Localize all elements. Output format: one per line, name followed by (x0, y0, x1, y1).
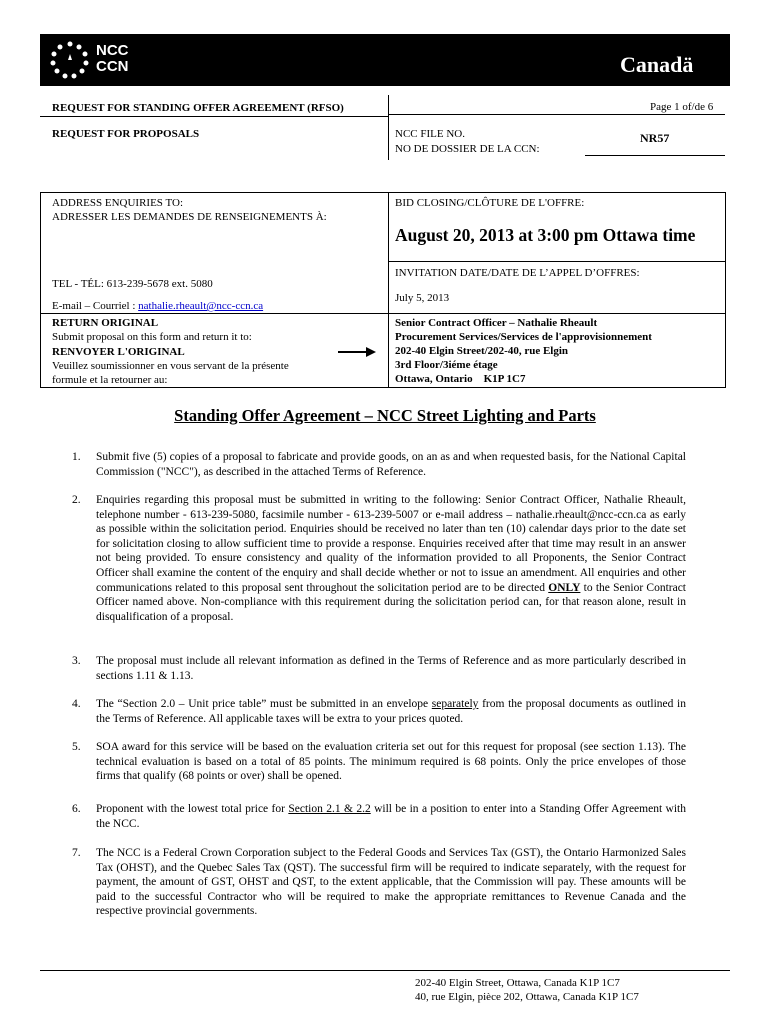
right-hline-1 (388, 261, 726, 262)
item-6-text (96, 802, 686, 831)
logo-line-ncc: NCC (96, 42, 129, 59)
page-indicator: Page 1 of/de 6 (650, 101, 714, 113)
item-7-text: The NCC is a Federal Crown Corporation subject to the Federal Goods and Services Tax (GST), the Ontario Harmonized Sales Tax (OHST), and the Quebec Sales Tax (QST). The successful firm will be required to indicate separately, with the request for payment, the amount of GST, OHST and QST, to the extent applicable, that the Commission will pay. These amounts will be paid to the successful Contractor who will be required to make the appropriate remittances to Revenue Canada and the respective provincial governments. (96, 847, 686, 918)
item-6-number: 6. (72, 803, 81, 815)
item-3-number: 3. (72, 655, 81, 667)
left-hline (40, 313, 388, 314)
rfso-title: REQUEST FOR STANDING OFFER AGREEMENT (RFSO) (52, 102, 344, 114)
item-2-text-a: Enquiries regarding this proposal must be submitted in writing to the following: Senior Contract Officer, Nathalie Rheault, telephone number - 613-239-5080, facsimile number - 613-239-5007 or e-mail address – nathalie.rheault@ncc-ccn.ca as early as possible within the solicitation period. Enquiries should be received no later than ten (10) calendar days prior to the date set for solicitation closing to allow sufficient time to provide a response. Enquiries received after that time may result in an answer not being provided. To ensure consistency and quality of the information provided to all Proponents, the Senior Contract Officer shall examine the content of the enquiry and shall decide whether or not to issue an amendment. All enquiries and other communications related to this proposal sent throughout the solicitation period are to be directed (96, 494, 686, 594)
ncc-logo-icon (50, 40, 90, 80)
item-6-text-a: Proponent with the lowest total price for (96, 803, 289, 815)
invitation-date: July 5, 2013 (395, 292, 450, 304)
renvoyer-text-1: Veuillez soumissionner en vous servant de la présente (52, 360, 289, 372)
address-enquiries-en: ADDRESS ENQUIRIES TO: (52, 197, 183, 209)
rfp-title: REQUEST FOR PROPOSALS (52, 128, 200, 140)
return-address-line-1: Senior Contract Officer – Nathalie Rheault (395, 317, 598, 329)
item-6-section-ref: Section 2.1 & 2.2 (288, 803, 371, 815)
email-label: E-mail – Courriel : (52, 300, 139, 312)
logo-line-ccn: CCN (96, 58, 129, 75)
renvoyer-original-title: RENVOYER L'ORIGINAL (52, 346, 185, 358)
footer-address-en: 202-40 Elgin Street, Ottawa, Canada K1P 1C7 (415, 977, 620, 989)
item-5-number: 5. (72, 741, 81, 753)
arrow-right-icon (338, 346, 378, 358)
right-hline-2 (388, 313, 726, 314)
email-line (52, 299, 263, 313)
return-address-line-5: Ottawa, Ontario K1P 1C7 (395, 373, 526, 385)
address-enquiries-fr: ADRESSER LES DEMANDES DE RENSEIGNEMENTS À: (52, 211, 327, 223)
return-address-line-4: 3rd Floor/3iéme étage (395, 359, 498, 371)
return-address-line-3: 202-40 Elgin Street/202-40, rue Elgin (395, 345, 569, 357)
item-3-text: The proposal must include all relevant information as defined in the Terms of Reference and as more particularly described in sections 1.11 & 1.13. (96, 655, 686, 682)
return-original-text: Submit proposal on this form and return it to: (52, 331, 252, 343)
bid-closing-label: BID CLOSING/CLÔTURE DE L'OFFRE: (395, 197, 585, 209)
email-link[interactable]: nathalie.rheault@ncc-ccn.ca (138, 300, 264, 312)
item-4-separately: separately (431, 698, 479, 710)
item-6-text-c: will be in a position to enter into a Standing Offer Agreement with the NCC. (96, 803, 686, 830)
item-2-text-c: to the Senior Contract Officer named above. Non-compliance with this requirement during the solicitation period can, for that reason alone, result in disqualification of a proposal. (96, 581, 687, 623)
footer-address-fr: 40, rue Elgin, pièce 202, Ottawa, Canada K1P 1C7 (415, 991, 639, 1003)
item-4-text (96, 697, 686, 726)
file-no-label-fr: NO DE DOSSIER DE LA CCN: (395, 143, 540, 155)
item-2-text (96, 493, 686, 624)
item-1-text: Submit five (5) copies of a proposal to fabricate and provide goods, on an as and when requested basis, for the National Capital Commission ("NCC"), as described in the attached Terms of Reference. (96, 451, 686, 478)
item-4-text-c: from the proposal documents as outlined in the Terms of Reference. All applicable taxes will be extra to your prices quoted. (96, 698, 687, 725)
page-underline (388, 114, 725, 115)
item-2-number: 2. (72, 494, 81, 506)
file-no-underline (585, 155, 725, 156)
return-original-title: RETURN ORIGINAL (52, 317, 159, 329)
item-5-text: SOA award for this service will be based on the evaluation criteria set out for this request for proposal (see section 1.13). The technical evaluation is based on a total of 85 points. The minimum required is 68 points. Only the price envelopes of those firms that qualify (68 points or over) shall be opened. (96, 741, 686, 783)
invitation-date-label: INVITATION DATE/DATE DE L’APPEL D’OFFRES: (395, 267, 640, 279)
rfso-underline (40, 116, 388, 117)
item-4-number: 4. (72, 698, 81, 710)
item-2-only-emphasis: ONLY (548, 581, 581, 594)
canada-wordmark: Canadä (620, 52, 694, 77)
info-box-divider (388, 192, 389, 388)
header-banner (40, 34, 730, 86)
telephone: TEL - TÉL: 613-239-5678 ext. 5080 (52, 278, 213, 290)
return-address-line-2: Procurement Services/Services de l'approvisionnement (395, 331, 652, 343)
item-4-text-a: The “Section 2.0 – Unit price table” must be submitted in an envelope (96, 698, 432, 710)
rfso-divider (388, 95, 389, 116)
item-7-number: 7. (72, 847, 81, 859)
file-number: NR57 (640, 131, 670, 145)
item-1-number: 1. (72, 451, 81, 463)
file-no-label-en: NCC FILE NO. (395, 128, 465, 140)
document-title: Standing Offer Agreement – NCC Street Lighting and Parts (174, 406, 596, 425)
renvoyer-text-2: formule et la retourner au: (52, 374, 168, 386)
file-divider (388, 116, 389, 160)
footer-rule (40, 970, 730, 971)
bid-closing-date: August 20, 2013 at 3:00 pm Ottawa time (395, 225, 696, 245)
